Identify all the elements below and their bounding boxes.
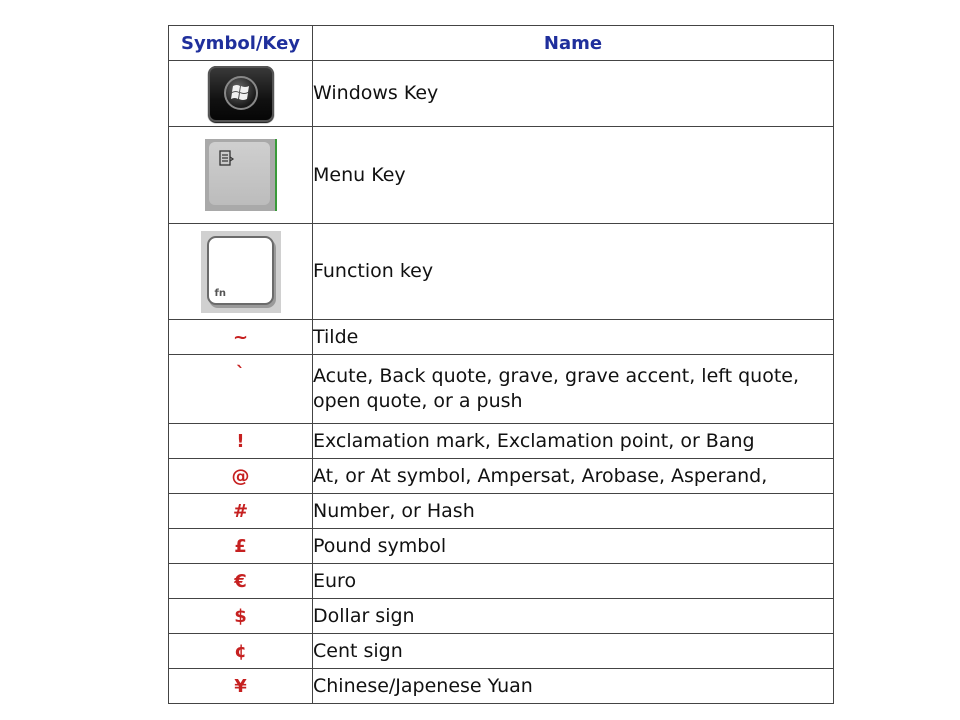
windows-key-icon [208,66,274,122]
fn-key-label: fn [214,287,226,299]
symbol-cell: ! [169,424,313,459]
table-row [169,669,834,704]
name-column-header: Name [313,26,834,61]
table-row [169,494,834,529]
table-row [169,424,834,459]
symbol-cell: ¥ [169,669,313,704]
name-cell: Windows Key [313,61,834,127]
menu-key-icon [205,139,277,211]
name-cell: Euro [313,564,834,599]
table-row [169,355,834,424]
symbol-column-header: Symbol/Key [169,26,313,61]
name-cell: Cent sign [313,634,834,669]
name-cell: Pound symbol [313,529,834,564]
symbol-cell [169,224,313,320]
table-row [169,320,834,355]
name-cell: Menu Key [313,127,834,224]
symbol-cell: £ [169,529,313,564]
table-header-row [169,26,834,61]
table-row [169,599,834,634]
table-row [169,564,834,599]
table-row [169,634,834,669]
keyboard-symbols-table [168,25,834,704]
name-cell: At, or At symbol, Ampersat, Arobase, Asperand, [313,459,834,494]
symbol-cell: # [169,494,313,529]
symbol-cell: € [169,564,313,599]
name-cell: Function key [313,224,834,320]
symbol-cell: @ [169,459,313,494]
table-row [169,459,834,494]
name-cell: Dollar sign [313,599,834,634]
symbol-cell: $ [169,599,313,634]
table-row [169,127,834,224]
symbol-cell [169,127,313,224]
function-key-icon [201,231,281,313]
table-row [169,224,834,320]
name-cell: Exclamation mark, Exclamation point, or Bang [313,424,834,459]
symbol-cell [169,61,313,127]
symbol-cell: ¢ [169,634,313,669]
name-cell: Tilde [313,320,834,355]
name-cell: Acute, Back quote, grave, grave accent, left quote, open quote, or a push [313,355,834,424]
table-row [169,529,834,564]
name-cell: Number, or Hash [313,494,834,529]
table-row [169,61,834,127]
symbol-cell: ` [169,355,313,424]
symbol-cell: ~ [169,320,313,355]
name-cell: Chinese/Japenese Yuan [313,669,834,704]
